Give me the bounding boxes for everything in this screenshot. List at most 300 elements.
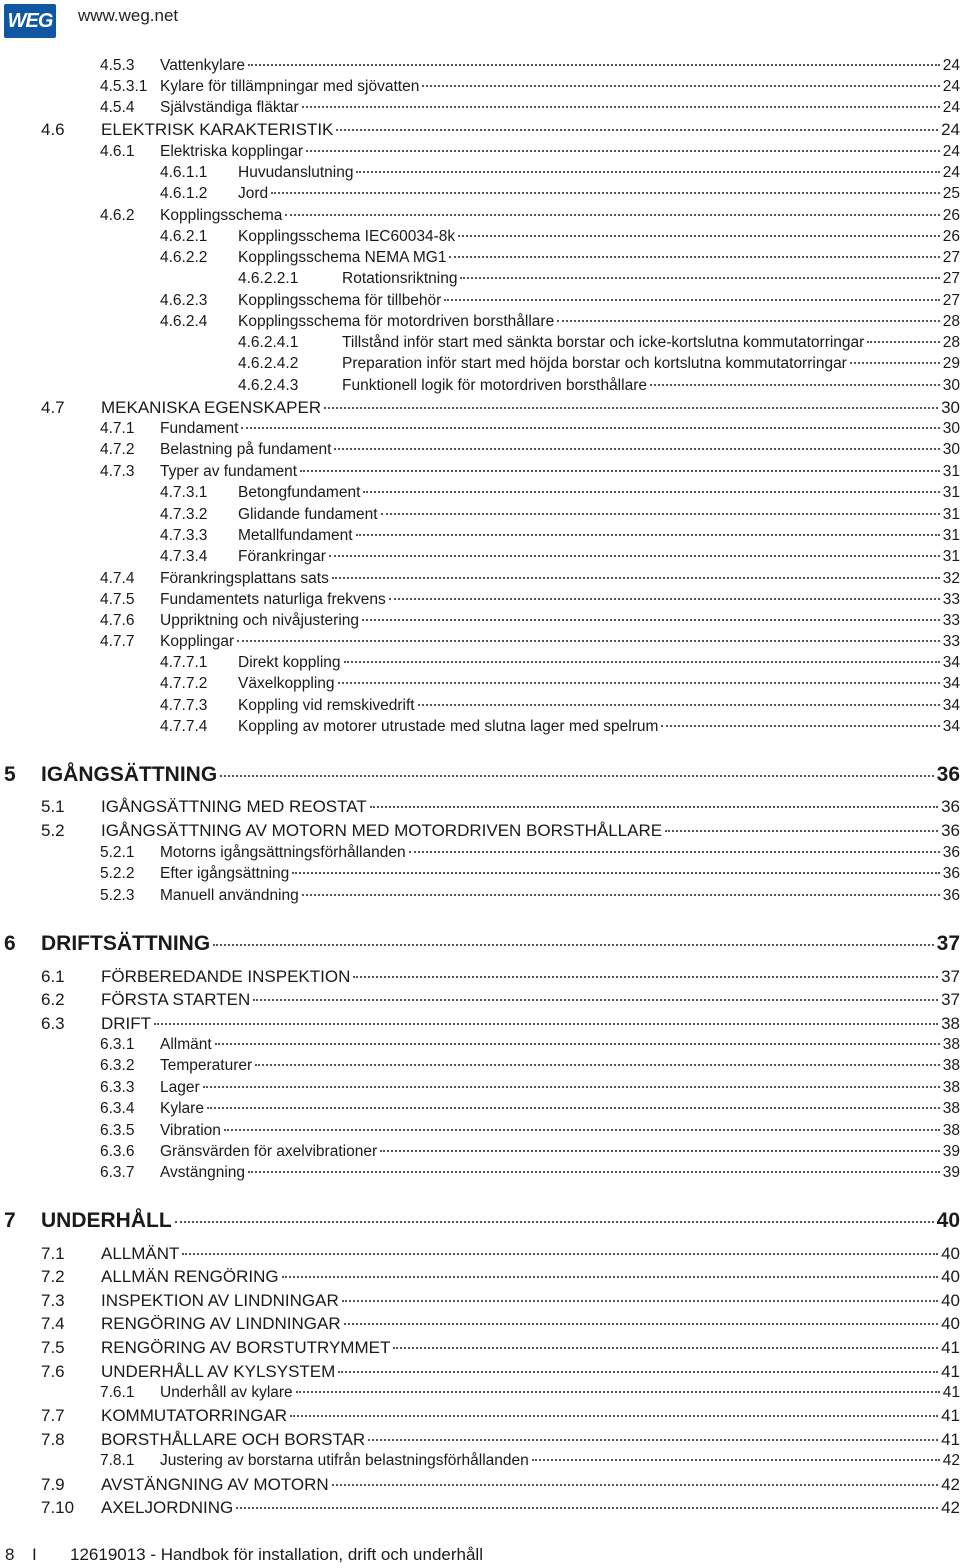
toc-entry-line: [160, 865, 960, 883]
dot-leader: [334, 448, 939, 450]
toc-entry-title: Rotationsriktning: [342, 270, 458, 287]
toc-entry[interactable]: [0, 1100, 960, 1121]
toc-entry-number: 7: [4, 1209, 16, 1232]
toc-entry-line: [160, 441, 960, 459]
toc-entry-number: 7.3: [41, 1291, 65, 1310]
dot-leader: [296, 1391, 940, 1393]
dot-leader: [650, 384, 940, 386]
toc-entry-title: ALLMÄNT: [101, 1244, 180, 1263]
toc-entry-page: 33: [942, 633, 960, 650]
toc-entry-number: 4.7.7.4: [160, 718, 208, 735]
toc-entry-line: [160, 1079, 960, 1097]
toc-entry-title: AVSTÄNGNING AV MOTORN: [101, 1475, 329, 1494]
toc-entry-page: 41: [941, 1430, 960, 1449]
toc-entry-line: [238, 506, 960, 524]
toc-entry-page: 39: [942, 1143, 960, 1160]
logo-text: WEG: [7, 10, 53, 32]
dot-leader: [213, 944, 933, 946]
toc-entry-page: 24: [942, 57, 960, 74]
dot-leader: [363, 491, 939, 493]
toc-entry-line: [238, 164, 960, 182]
dot-leader: [207, 1107, 940, 1109]
toc-entry[interactable]: [0, 99, 960, 120]
toc-entry-number: 4.6.2.4: [160, 313, 208, 330]
toc-entry-line: [238, 654, 960, 672]
toc-entry-title: Direkt koppling: [238, 654, 341, 671]
page-footer: [0, 1545, 960, 1567]
toc-entry[interactable]: [0, 185, 960, 206]
dot-leader: [344, 661, 940, 663]
toc-entry-line: [238, 484, 960, 502]
dot-leader: [370, 806, 938, 808]
toc-entry-number: 4.6.2.2.1: [238, 270, 299, 287]
dot-leader: [253, 999, 938, 1001]
toc-entry-number: 6.3.6: [100, 1143, 135, 1160]
toc-entry-title: Avstängning: [160, 1164, 246, 1181]
toc-entry[interactable]: [0, 1430, 960, 1451]
toc-entry-number: 4.7: [41, 398, 65, 417]
dot-leader: [867, 341, 939, 343]
toc-entry-page: 38: [942, 1079, 960, 1096]
toc-entry-page: 30: [941, 398, 960, 417]
toc-entry-line: [101, 1498, 960, 1518]
toc-entry[interactable]: [0, 506, 960, 527]
toc-entry-number: 7.8.1: [100, 1452, 135, 1469]
toc-entry[interactable]: [0, 887, 960, 908]
toc-entry-number: 4.6.1.2: [160, 185, 208, 202]
toc-entry[interactable]: [0, 441, 960, 462]
dot-leader: [182, 1253, 938, 1255]
dot-leader: [220, 775, 933, 777]
dot-leader: [381, 513, 940, 515]
toc-entry[interactable]: [0, 633, 960, 654]
dot-leader: [255, 1064, 940, 1066]
toc-entry-page: 42: [941, 1475, 960, 1494]
toc-entry-page: 34: [942, 654, 960, 671]
footer-doc-title: 12619013 - Handbok för installation, drift och underhåll: [70, 1545, 483, 1564]
toc-entry-page: 40: [941, 1244, 960, 1263]
toc-entry-number: 7.9: [41, 1475, 65, 1494]
toc-entry-title: Vibration: [160, 1122, 221, 1139]
toc-entry-number: 7.7: [41, 1406, 65, 1425]
dot-leader: [175, 1221, 934, 1223]
toc-entry-number: 4.6.2.1: [160, 228, 208, 245]
toc-entry-number: 6.2: [41, 990, 65, 1009]
toc-entry-number: 4.7.7.3: [160, 697, 208, 714]
toc-entry-page: 41: [941, 1338, 960, 1357]
toc-entry-line: [160, 591, 960, 609]
toc-entry-line: [160, 1122, 960, 1140]
toc-entry-page: 37: [941, 990, 960, 1009]
toc-entry-page: 36: [942, 887, 960, 904]
toc-entry-page: 38: [941, 1014, 960, 1033]
toc-entry-title: Koppling vid remskivedrift: [238, 697, 415, 714]
toc-entry-line: [41, 1209, 960, 1233]
toc-entry-page: 40: [941, 1314, 960, 1333]
toc-entry-number: 4.7.3: [100, 463, 135, 480]
toc-entry-number: 4.7.3.3: [160, 527, 208, 544]
toc-entry[interactable]: [0, 228, 960, 249]
dot-leader: [324, 407, 938, 409]
toc-entry-title: Självständiga fläktar: [160, 99, 299, 116]
toc-entry[interactable]: [0, 865, 960, 886]
toc-entry-page: 34: [942, 697, 960, 714]
toc-entry-page: 37: [936, 932, 960, 955]
toc-entry-line: [101, 1291, 960, 1311]
toc-entry-page: 27: [942, 292, 960, 309]
toc-entry-number: 6.3: [41, 1014, 65, 1033]
toc-entry-page: 31: [942, 463, 960, 480]
toc-entry-number: 4.7.3.1: [160, 484, 208, 501]
toc-entry-title: Huvudanslutning: [238, 164, 354, 181]
toc-entry-line: [160, 78, 960, 96]
toc-entry[interactable]: [0, 763, 960, 793]
toc-entry-title: ELEKTRISK KARAKTERISTIK: [101, 120, 334, 139]
toc-entry[interactable]: [0, 143, 960, 164]
toc-entry[interactable]: [0, 1362, 960, 1383]
toc-entry-page: 27: [942, 270, 960, 287]
toc-entry-title: MEKANISKA EGENSKAPER: [101, 398, 322, 417]
dot-leader: [338, 682, 940, 684]
toc-entry-number: 4.6.2.4.2: [238, 355, 299, 372]
toc-entry[interactable]: [0, 570, 960, 591]
toc-entry-title: Funktionell logik för motordriven borsthållare: [342, 377, 647, 394]
toc-entry[interactable]: [0, 313, 960, 334]
toc-entry[interactable]: [0, 675, 960, 696]
toc-entry-title: Betongfundament: [238, 484, 361, 501]
toc-entry-line: [160, 463, 960, 481]
toc-entry-title: IGÅNGSÄTTNING AV MOTORN MED MOTORDRIVEN BORSTHÅLLARE: [101, 821, 663, 840]
toc-entry[interactable]: [0, 1338, 960, 1359]
toc-entry[interactable]: [0, 334, 960, 355]
toc-entry-number: 7.10: [41, 1498, 75, 1517]
toc-entry-page: 31: [942, 506, 960, 523]
toc-entry-number: 7.1: [41, 1244, 65, 1263]
toc-entry-line: [160, 1100, 960, 1118]
toc-entry-line: [238, 697, 960, 715]
toc-entry-title: Kopplingsschema: [160, 207, 283, 224]
dot-leader: [557, 320, 940, 322]
toc-entry[interactable]: [0, 990, 960, 1011]
toc-entry[interactable]: [0, 164, 960, 185]
toc-entry[interactable]: [0, 591, 960, 612]
dot-leader: [215, 1043, 940, 1045]
toc-entry-number: 4.7.3.4: [160, 548, 208, 565]
toc-entry-title: Kylare: [160, 1100, 204, 1117]
toc-entry-line: [160, 143, 960, 161]
toc-entry[interactable]: [0, 932, 960, 962]
toc-entry[interactable]: [0, 398, 960, 419]
toc-entry-line: [238, 313, 960, 331]
toc-entry-page: 27: [942, 249, 960, 266]
dot-leader: [329, 555, 940, 557]
toc-entry[interactable]: [0, 355, 960, 376]
toc-entry-line: [101, 990, 960, 1010]
toc-entry-page: 30: [942, 441, 960, 458]
dot-leader: [271, 192, 940, 194]
toc-entry[interactable]: [0, 967, 960, 988]
dot-leader: [292, 872, 939, 874]
toc-entry-page: 25: [942, 185, 960, 202]
dot-leader: [300, 470, 940, 472]
toc-entry-line: [238, 548, 960, 566]
toc-entry-line: [160, 57, 960, 75]
toc-entry[interactable]: [0, 484, 960, 505]
toc-entry-title: Koppling av motorer utrustade med slutna lager med spelrum: [238, 718, 659, 735]
toc-entry-page: 40: [941, 1267, 960, 1286]
toc-entry-number: 4.5.3.1: [100, 78, 148, 95]
toc-entry[interactable]: [0, 797, 960, 818]
toc-entry-title: Jord: [238, 185, 269, 202]
toc-entry-line: [101, 398, 960, 418]
toc-entry-title: Tillstånd inför start med sänkta borstar och icke-kortslutna kommutatorringar: [342, 334, 865, 351]
toc-entry[interactable]: [0, 1498, 960, 1519]
toc-entry-number: 4.6.1.1: [160, 164, 208, 181]
toc-entry[interactable]: [0, 1244, 960, 1265]
toc-entry-line: [342, 334, 960, 352]
toc-entry[interactable]: [0, 1384, 960, 1405]
toc-entry-title: Preparation inför start med höjda borstar och kortslutna kommutatorringar: [342, 355, 847, 372]
toc-entry-page: 36: [942, 865, 960, 882]
toc-entry-line: [160, 1452, 960, 1470]
dot-leader: [460, 277, 939, 279]
toc-entry-title: Fundamentets naturliga frekvens: [160, 591, 386, 608]
toc-entry-title: Manuell användning: [160, 887, 299, 904]
toc-entry-line: [101, 1314, 960, 1334]
toc-entry[interactable]: [0, 57, 960, 78]
toc-entry[interactable]: [0, 270, 960, 291]
toc-entry[interactable]: [0, 844, 960, 865]
toc-entry-title: Belastning på fundament: [160, 441, 332, 458]
toc-entry-number: 7.6.1: [100, 1384, 135, 1401]
toc-entry-line: [101, 1338, 960, 1358]
toc-entry[interactable]: [0, 1122, 960, 1143]
toc-entry-number: 6.1: [41, 967, 65, 986]
toc-entry-line: [238, 228, 960, 246]
dot-leader: [336, 129, 938, 131]
dot-leader: [409, 851, 940, 853]
toc-entry-page: 34: [942, 675, 960, 692]
toc-entry-line: [160, 207, 960, 225]
toc-entry-line: [101, 1014, 960, 1034]
toc-entry[interactable]: [0, 654, 960, 675]
toc-entry[interactable]: [0, 1452, 960, 1473]
toc-entry[interactable]: [0, 1291, 960, 1312]
toc-entry-number: 6: [4, 932, 16, 955]
toc-entry[interactable]: [0, 78, 960, 99]
toc-entry[interactable]: [0, 548, 960, 569]
toc-entry-page: 39: [942, 1164, 960, 1181]
toc-entry-line: [160, 420, 960, 438]
toc-entry-number: 4.7.7: [100, 633, 135, 650]
toc-entry-number: 4.7.2: [100, 441, 135, 458]
toc-entry-title: FÖRSTA STARTEN: [101, 990, 251, 1009]
toc-entry-line: [160, 99, 960, 117]
toc-entry-line: [160, 570, 960, 588]
toc-entry-page: 38: [942, 1100, 960, 1117]
toc-entry-title: Kopplingar: [160, 633, 235, 650]
toc-entry-page: 40: [936, 1209, 960, 1232]
toc-entry[interactable]: [0, 697, 960, 718]
toc-entry-title: ALLMÄN RENGÖRING: [101, 1267, 279, 1286]
toc-entry-number: 4.7.7.2: [160, 675, 208, 692]
toc-entry-line: [101, 1430, 960, 1450]
toc-entry[interactable]: [0, 718, 960, 739]
toc-entry-line: [238, 675, 960, 693]
toc-entry-title: Förankringar: [238, 548, 326, 565]
toc-entry-title: RENGÖRING AV BORSTUTRYMMET: [101, 1338, 391, 1357]
toc-entry-page: 41: [942, 1384, 960, 1401]
toc-entry[interactable]: [0, 612, 960, 633]
toc-entry-title: Elektriska kopplingar: [160, 143, 304, 160]
toc-entry-number: 4.6.2.4.1: [238, 334, 299, 351]
dot-leader: [332, 1484, 938, 1486]
dot-leader: [342, 1300, 938, 1302]
toc-entry-line: [342, 377, 960, 395]
weg-logo: [4, 4, 56, 38]
dot-leader: [368, 1439, 938, 1441]
toc-entry[interactable]: [0, 821, 960, 842]
dot-leader: [665, 830, 938, 832]
dot-leader: [353, 976, 938, 978]
toc-entry-number: 5: [4, 763, 16, 786]
toc-entry-line: [41, 763, 960, 787]
toc-entry-title: Justering av borstarna utifrån belastningsförhållanden: [160, 1452, 529, 1469]
toc-entry-line: [342, 270, 960, 288]
dot-leader: [418, 704, 940, 706]
dot-leader: [302, 894, 940, 896]
toc-entry-title: Underhåll av kylare: [160, 1384, 293, 1401]
site-url[interactable]: www.weg.net: [78, 6, 179, 25]
toc-entry[interactable]: [0, 420, 960, 441]
toc-entry-page: 42: [941, 1498, 960, 1517]
toc-entry-number: 7.5: [41, 1338, 65, 1357]
dot-leader: [356, 171, 939, 173]
dot-leader: [850, 362, 940, 364]
toc-entry-page: 30: [942, 420, 960, 437]
dot-leader: [285, 214, 939, 216]
dot-leader: [154, 1023, 938, 1025]
toc-entry[interactable]: [0, 292, 960, 313]
toc-entry-title: Motorns igångsättningsförhållanden: [160, 844, 406, 861]
toc-entry-number: 4.7.7.1: [160, 654, 208, 671]
toc-entry[interactable]: [0, 1057, 960, 1078]
toc-entry[interactable]: [0, 1036, 960, 1057]
toc-entry-number: 4.6.2: [100, 207, 135, 224]
dot-leader: [241, 427, 939, 429]
toc-entry-title: Temperaturer: [160, 1057, 253, 1074]
toc-entry[interactable]: [0, 1143, 960, 1164]
toc-entry[interactable]: [0, 207, 960, 228]
toc-entry-line: [160, 844, 960, 862]
toc-entry-number: 4.7.5: [100, 591, 135, 608]
toc-entry-title: UNDERHÅLL AV KYLSYSTEM: [101, 1362, 336, 1381]
toc-entry-title: Uppriktning och nivåjustering: [160, 612, 360, 629]
toc-entry[interactable]: [0, 249, 960, 270]
toc-entry-line: [238, 185, 960, 203]
toc-entry-title: DRIFTSÄTTNING: [41, 932, 211, 955]
toc-entry-number: 7.8: [41, 1430, 65, 1449]
toc-entry-page: 36: [941, 821, 960, 840]
toc-entry-number: 6.3.1: [100, 1036, 135, 1053]
dot-leader: [332, 577, 940, 579]
footer-page-number: 8: [5, 1545, 15, 1564]
toc-entry[interactable]: [0, 1164, 960, 1185]
toc-entry-number: 5.1: [41, 797, 65, 816]
toc-entry[interactable]: [0, 377, 960, 398]
toc-entry-line: [101, 1267, 960, 1287]
toc-entry-number: 7.4: [41, 1314, 65, 1333]
toc-entry[interactable]: [0, 1314, 960, 1335]
dot-leader: [248, 64, 940, 66]
toc-entry[interactable]: [0, 1406, 960, 1427]
dot-leader: [344, 1323, 938, 1325]
toc-entry-number: 6.3.5: [100, 1122, 135, 1139]
toc-entry-line: [160, 612, 960, 630]
toc-entry-page: 36: [936, 763, 960, 786]
toc-entry-page: 24: [941, 120, 960, 139]
toc-entry-title: KOMMUTATORRINGAR: [101, 1406, 288, 1425]
toc-entry-line: [41, 932, 960, 956]
toc-entry-line: [101, 821, 960, 841]
toc-entry-line: [238, 292, 960, 310]
toc-entry-number: 6.3.4: [100, 1100, 135, 1117]
page-header: [0, 0, 960, 44]
dot-leader: [302, 106, 940, 108]
toc-entry-line: [101, 1362, 960, 1382]
toc-entry-number: 5.2.2: [100, 865, 135, 882]
toc-entry-title: IGÅNGSÄTTNING: [41, 763, 218, 786]
toc-entry-number: 7.2: [41, 1267, 65, 1286]
toc-entry-page: 31: [942, 484, 960, 501]
toc-entry[interactable]: [0, 1267, 960, 1288]
toc-entry-title: UNDERHÅLL: [41, 1209, 172, 1232]
toc-entry-number: 4.7.4: [100, 570, 135, 587]
toc-entry-title: DRIFT: [101, 1014, 152, 1033]
toc-entry-line: [238, 718, 960, 736]
toc-entry-page: 33: [942, 612, 960, 629]
toc-entry-title: FÖRBEREDANDE INSPEKTION: [101, 967, 351, 986]
toc-entry-number: 4.6.1: [100, 143, 135, 160]
dot-leader: [362, 619, 940, 621]
toc-entry[interactable]: [0, 1475, 960, 1496]
toc-entry-page: 31: [942, 527, 960, 544]
toc-entry[interactable]: [0, 1014, 960, 1035]
toc-entry-title: Kopplingsschema IEC60034-8k: [238, 228, 456, 245]
toc-entry-page: 38: [942, 1057, 960, 1074]
toc-entry[interactable]: [0, 527, 960, 548]
toc-entry-page: 36: [942, 844, 960, 861]
toc-entry-line: [342, 355, 960, 373]
toc-entry-number: 4.5.3: [100, 57, 135, 74]
toc-entry[interactable]: [0, 1079, 960, 1100]
toc-entry-line: [101, 120, 960, 140]
toc-entry[interactable]: [0, 1209, 960, 1239]
dot-leader: [237, 640, 940, 642]
dot-leader: [356, 534, 940, 536]
toc-entry[interactable]: [0, 463, 960, 484]
toc-entry[interactable]: [0, 120, 960, 141]
dot-leader: [532, 1459, 940, 1461]
toc-entry-title: Kylare för tillämpningar med sjövatten: [160, 78, 420, 95]
toc-entry-title: Efter igångsättning: [160, 865, 290, 882]
toc-entry-number: 7.6: [41, 1362, 65, 1381]
dot-leader: [236, 1507, 938, 1509]
toc-entry-line: [238, 249, 960, 267]
dot-leader: [306, 150, 940, 152]
toc-entry-page: 40: [941, 1291, 960, 1310]
toc-entry-title: Glidande fundament: [238, 506, 378, 523]
